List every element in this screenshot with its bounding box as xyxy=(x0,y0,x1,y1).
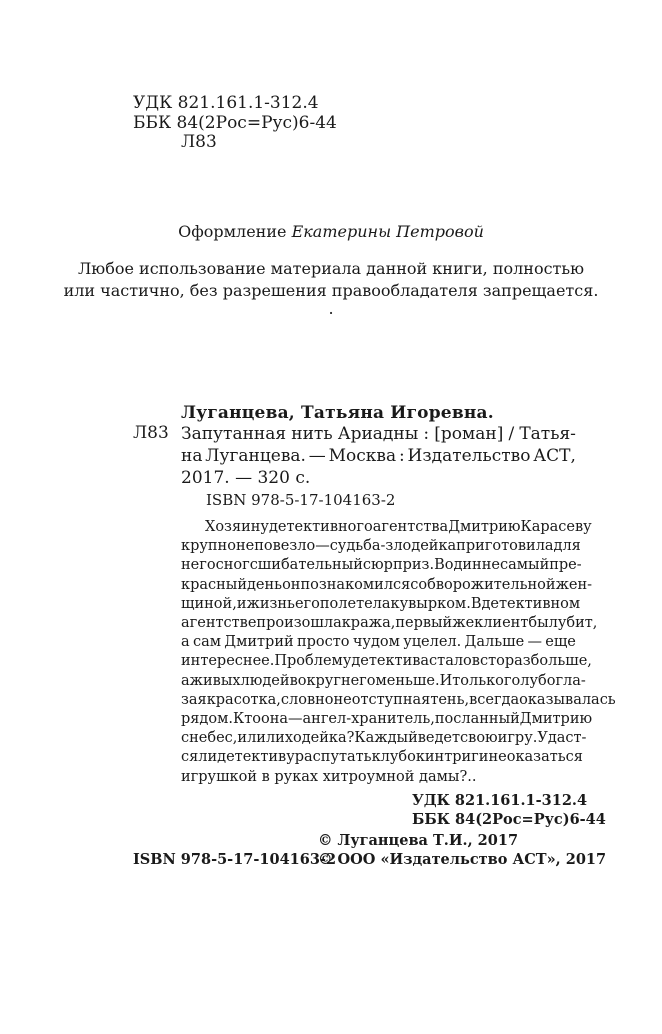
word: жизнь xyxy=(246,595,295,612)
word: — xyxy=(527,634,542,651)
word: приготовила xyxy=(456,538,554,555)
word: и xyxy=(236,595,247,612)
word: распутать xyxy=(294,749,372,766)
word: обворожительной xyxy=(418,576,556,593)
bibliographic-description xyxy=(181,423,576,489)
rights-notice-line: или частично, без разрешения правообладателя запрещается. xyxy=(63,281,599,300)
author-heading: Луганцева, Татьяна Игоревна. xyxy=(181,403,494,423)
word: интриг xyxy=(424,749,479,766)
word: него xyxy=(340,672,376,689)
word: детектива xyxy=(351,653,430,670)
word: Москва xyxy=(328,446,397,466)
word: только xyxy=(452,672,504,689)
word: один xyxy=(444,557,482,574)
annotation-text xyxy=(181,518,616,787)
word: первый xyxy=(395,615,453,632)
word: посланный xyxy=(434,711,520,728)
word: с xyxy=(410,576,419,593)
word: сногсшибательный xyxy=(215,557,363,574)
word: неотступная xyxy=(333,691,431,708)
annotation-line xyxy=(181,652,592,671)
word: познакомился xyxy=(300,576,411,593)
design-credit xyxy=(0,222,662,242)
word: : xyxy=(423,424,430,444)
word: больше, xyxy=(530,653,592,670)
word: он xyxy=(282,576,301,593)
word: агентства xyxy=(372,519,449,535)
word: [роман] xyxy=(434,424,504,444)
word: — xyxy=(308,446,326,466)
word: крупно xyxy=(181,538,236,555)
word: день xyxy=(246,576,283,593)
word: игру. xyxy=(497,730,538,747)
author-mark: Л83 xyxy=(133,423,169,443)
word: сто xyxy=(479,653,505,670)
biblio-line xyxy=(181,445,576,467)
annotation-line xyxy=(181,729,587,748)
word: живых xyxy=(189,672,241,689)
word: Кто xyxy=(232,711,261,728)
word: детективного xyxy=(268,519,373,535)
word: красный xyxy=(181,576,247,593)
word: уцелел. xyxy=(403,634,462,651)
word: стало xyxy=(429,653,472,670)
word: Запутанная xyxy=(181,424,287,444)
word: нить xyxy=(291,424,333,444)
word: клубок xyxy=(371,749,425,766)
word: оказаться xyxy=(506,749,583,766)
word: словно xyxy=(280,691,334,708)
word: в xyxy=(471,653,480,670)
word: него xyxy=(181,557,216,574)
rights-notice-line: Любое использование материала данной книги, полностью xyxy=(77,259,585,278)
word: жен- xyxy=(555,576,593,593)
design-credit-label: Оформление xyxy=(178,222,292,241)
word: рядом. xyxy=(181,711,233,728)
word: Дмитрию xyxy=(519,711,593,728)
word: Луганцева. xyxy=(205,446,306,466)
word: она xyxy=(260,711,289,728)
word: раз xyxy=(504,653,531,670)
annotation-last-line: игрушкой в руках хитроумной дамы?.. xyxy=(181,768,477,785)
word: не xyxy=(488,749,507,766)
word: ангел-хранитель, xyxy=(302,711,435,728)
bbk-code-footer: ББК 84(2Рос=Рус)6-44 xyxy=(412,811,606,828)
word: и xyxy=(478,749,489,766)
word: Хозяину xyxy=(205,519,269,535)
word: у xyxy=(342,653,352,670)
word: свою xyxy=(460,730,498,747)
word: интереснее. xyxy=(181,653,275,670)
word: же xyxy=(452,615,475,632)
word: Татья- xyxy=(519,424,576,444)
udk-code-footer: УДК 821.161.1-312.4 xyxy=(412,792,588,809)
word: Каждый xyxy=(354,730,418,747)
word: Дмитрию xyxy=(448,519,521,535)
annotation-line xyxy=(181,576,593,595)
annotation-line xyxy=(181,633,576,652)
word: чудом xyxy=(352,634,400,651)
word: голубогла- xyxy=(503,672,586,689)
word: лиходейка? xyxy=(265,730,355,747)
word: сам xyxy=(192,634,221,651)
word: И xyxy=(439,672,453,689)
word: произошла xyxy=(256,615,342,632)
word: сюрприз. xyxy=(362,557,435,574)
copyright-author: © Луганцева Т.И., 2017 xyxy=(318,832,519,849)
word: меньше. xyxy=(375,672,440,689)
copyright-isbn: ISBN 978-5-17-104163-2 xyxy=(133,851,337,868)
word: судьба-злодейка xyxy=(329,538,457,555)
word: пре- xyxy=(549,557,582,574)
word: людей xyxy=(240,672,290,689)
word: Ариадны xyxy=(337,424,419,444)
annotation-line xyxy=(181,748,583,767)
word: Дальше xyxy=(464,634,525,651)
word: Дмитрий xyxy=(224,634,294,651)
word: на xyxy=(181,446,203,466)
word: тень, xyxy=(430,691,470,708)
word: — xyxy=(315,538,330,555)
rights-notice-dot: . xyxy=(328,299,334,318)
word: для xyxy=(553,538,581,555)
word: повезло xyxy=(254,538,316,555)
annotation-line xyxy=(181,595,581,614)
word: В xyxy=(470,595,482,612)
word: самый xyxy=(499,557,550,574)
word: — xyxy=(288,711,303,728)
annotation-line xyxy=(181,672,586,691)
annotation-line xyxy=(181,614,598,633)
word: зая xyxy=(181,691,207,708)
word: ся xyxy=(181,749,199,766)
word: не xyxy=(235,538,255,555)
word: был xyxy=(528,615,558,632)
word: ведет xyxy=(417,730,461,747)
word: кувырком. xyxy=(390,595,471,612)
word: небес, xyxy=(189,730,238,747)
word: просто xyxy=(296,634,350,651)
word: красотка, xyxy=(206,691,281,708)
word: Издательство xyxy=(407,446,531,466)
udk-code-header: УДК 821.161.1-312.4 xyxy=(133,93,319,113)
word: ли xyxy=(198,749,218,766)
word: еще xyxy=(545,634,576,651)
annotation-line xyxy=(181,710,593,729)
word: : xyxy=(398,446,405,466)
word: Карасеву xyxy=(520,519,592,535)
word: убит, xyxy=(557,615,598,632)
annotation-line xyxy=(181,537,581,556)
word: АСТ, xyxy=(533,446,576,466)
biblio-line: 2017. — 320 с. xyxy=(181,468,311,488)
biblio-line xyxy=(181,423,576,445)
rights-notice xyxy=(0,258,662,316)
bbk-code-header: ББК 84(2Рос=Рус)6-44 xyxy=(133,113,337,133)
word: с xyxy=(181,730,190,747)
word: Проблем xyxy=(274,653,343,670)
word: щиной, xyxy=(181,595,237,612)
word: агентстве xyxy=(181,615,257,632)
annotation-line xyxy=(181,518,592,537)
author-mark-header: Л83 xyxy=(181,132,217,152)
word: кража, xyxy=(341,615,396,632)
word: детективном xyxy=(481,595,581,612)
word: не xyxy=(481,557,500,574)
annotation-line xyxy=(181,691,616,710)
word: а xyxy=(181,672,190,689)
word: Удаст- xyxy=(537,730,587,747)
word: клиент xyxy=(474,615,529,632)
word: В xyxy=(434,557,445,574)
word: а xyxy=(181,634,190,651)
word: вокруг xyxy=(289,672,341,689)
word: полетела xyxy=(319,595,391,612)
copyright-publisher: © ООО «Издательство АСТ», 2017 xyxy=(318,851,607,868)
word: / xyxy=(508,424,515,444)
annotation-line xyxy=(181,556,582,575)
word: его xyxy=(294,595,320,612)
word: или xyxy=(237,730,266,747)
isbn-record: ISBN 978-5-17-104163-2 xyxy=(206,491,396,509)
word: оказывалась xyxy=(519,691,616,708)
design-credit-name: Екатерины Петровой xyxy=(291,222,484,241)
word: детективу xyxy=(217,749,295,766)
word: всегда xyxy=(469,691,520,708)
